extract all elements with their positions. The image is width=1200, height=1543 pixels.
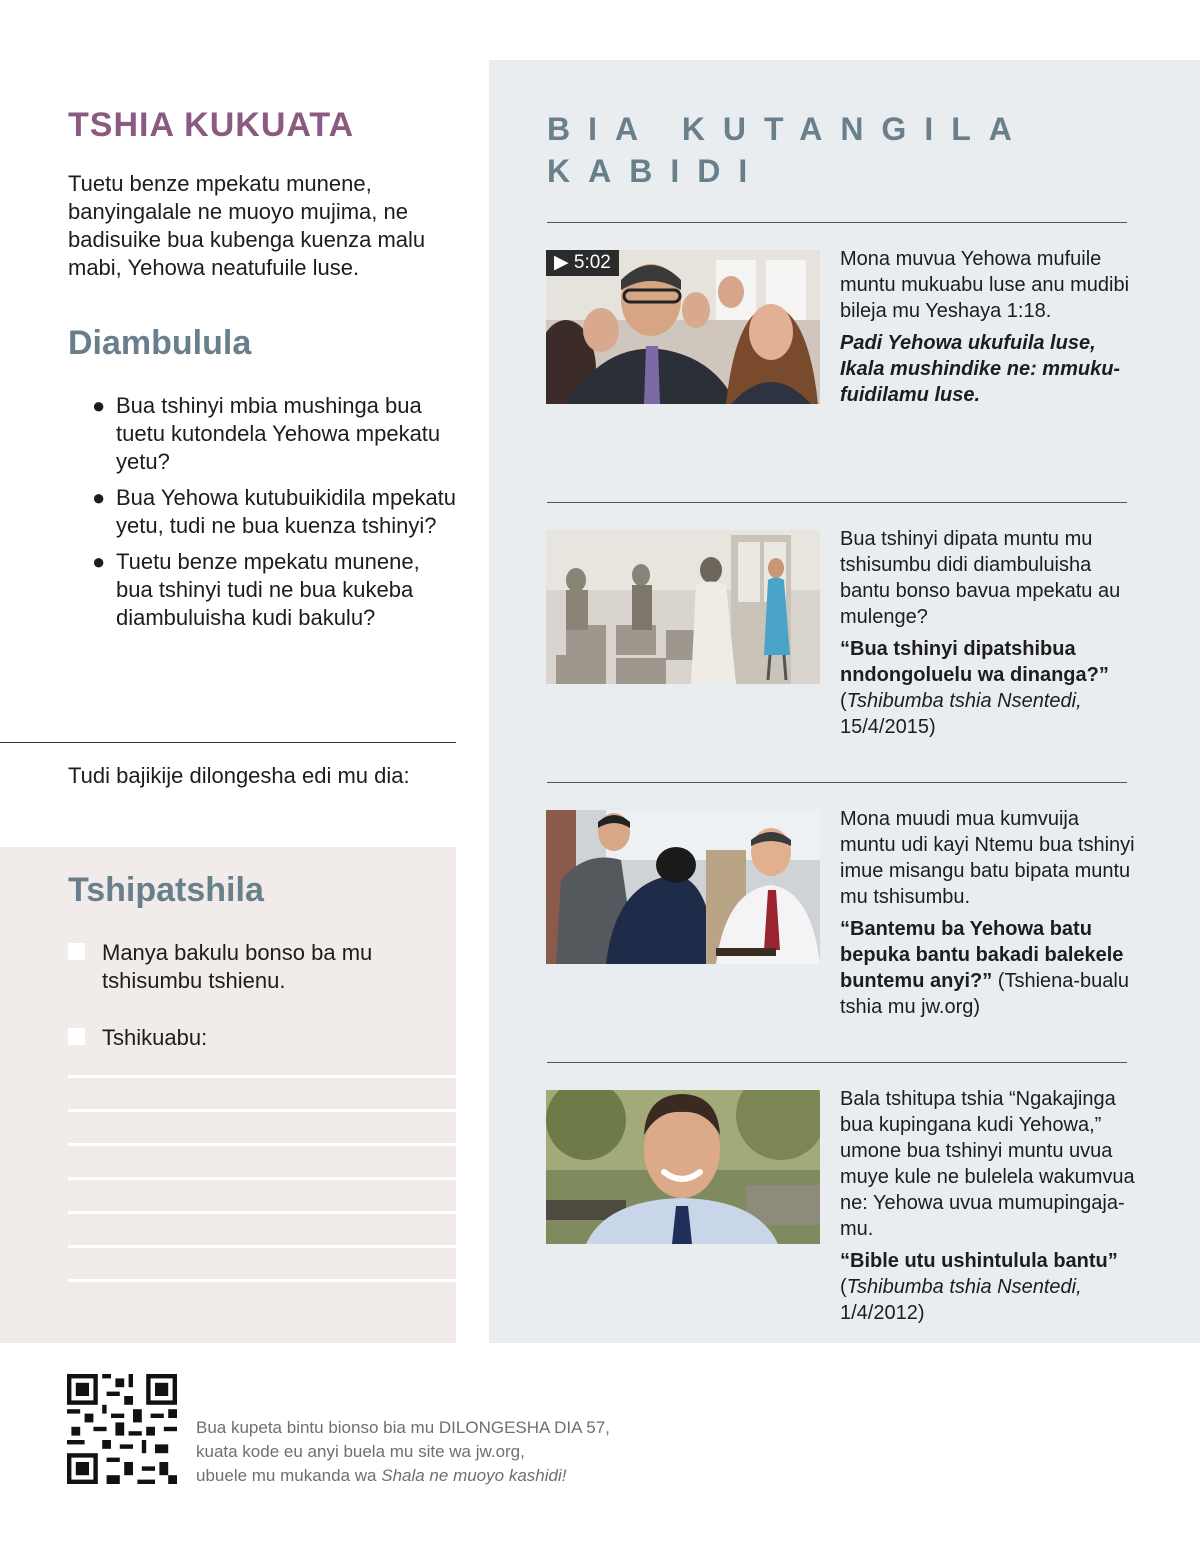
write-line[interactable] xyxy=(68,1177,456,1180)
resource-text xyxy=(840,806,1140,1020)
review-question: ● Bua tshinyi mbia mushinga bua tuetu kutondela Yehowa mpekatu yetu? xyxy=(92,393,441,474)
resource-link[interactable]: “Bua tshinyi dipatshibua nndongoluelu wa dinanga?” xyxy=(840,638,1109,686)
divider xyxy=(547,222,1127,223)
elders-meeting-image xyxy=(546,810,820,964)
exercise-title: Tshipatshila xyxy=(68,871,264,909)
photo-thumbnail xyxy=(546,810,820,964)
resource-text xyxy=(840,526,1140,746)
write-line[interactable] xyxy=(68,1143,456,1146)
footer-line: kuata kode eu anyi buela mu site wa jw.org, xyxy=(196,1442,525,1461)
footer-note xyxy=(196,1416,756,1488)
review-title: Diambulula xyxy=(68,324,252,362)
review-resources-panel xyxy=(489,60,1200,1343)
write-line[interactable] xyxy=(68,1211,456,1214)
divider xyxy=(547,782,1127,783)
book-title: Shala ne muoyo kashidi! xyxy=(381,1466,567,1485)
section-heading: TSHIA KUKUATA xyxy=(68,106,355,144)
resource-text xyxy=(840,246,1140,414)
resource-source: (Tshiena-bualu tshia mu jw.org) xyxy=(840,970,1129,1018)
write-line[interactable] xyxy=(68,1279,456,1282)
task-checkbox[interactable] xyxy=(68,1028,85,1045)
meeting-sketch-image xyxy=(546,530,820,684)
resource-source: (Tshibumba tshia Nsentedi, 15/4/2015) xyxy=(840,690,1082,738)
discussed-label: Tudi bajikije dilongesha edi mu dia: xyxy=(68,763,410,788)
resource-description: Mona muvua Yehowa mufuile muntu mukuabu luse anu mudibi bileja mu Yeshaya 1:18. xyxy=(840,248,1130,322)
bullet-icon: ● xyxy=(92,549,106,574)
footer-line: ubuele mu mukanda wa Shala ne muoyo kashidi! xyxy=(196,1466,567,1485)
resource-description: Bua tshinyi dipata muntu mu tshisumbu didi diambuluisha bantu bonso bavua mpekatu au mulenge? xyxy=(840,528,1121,628)
resource-text xyxy=(840,1086,1140,1332)
resource-source: (Tshibumba tshia Nsentedi, 1/4/2012) xyxy=(840,1276,1082,1324)
divider xyxy=(547,1062,1127,1063)
write-line[interactable] xyxy=(68,1075,456,1078)
review-question: ● Bua Yehowa kutubuikidila mpekatu yetu, tudi ne bua kuenza tshinyi? xyxy=(92,485,457,538)
video-duration-badge: ▶ 5:02 xyxy=(546,250,619,276)
qr-code-icon[interactable] xyxy=(67,1374,177,1484)
write-line[interactable] xyxy=(68,1109,456,1112)
resource-link[interactable]: “Bantemu ba Yehowa batu bepuka bantu bakadi balekele buntemu anyi?” xyxy=(840,918,1124,992)
bullet-icon: ● xyxy=(92,485,106,510)
task-label: Tshikuabu: xyxy=(102,1025,208,1050)
resources-title: BIA KUTANGILA KABIDI xyxy=(547,111,1029,189)
smiling-man-image xyxy=(546,1090,820,1244)
task-label: Manya bakulu bonso ba mu tshisumbu tshienu. xyxy=(102,940,373,993)
intro-paragraph: Tuetu benze mpekatu munene, banyingalale ne muoyo mujima, ne badisuike bua kubenga kuenza malu mabi, Yehowa neatufuile luse. xyxy=(68,171,426,280)
review-question: ● Tuetu benze mpekatu munene, bua tshinyi tudi ne bua kukeba diambuluisha kudi bakulu? xyxy=(92,549,420,630)
divider xyxy=(0,742,456,743)
bullet-icon: ● xyxy=(92,393,106,418)
footer-line: Bua kupeta bintu bionso bia mu DILONGESHA DIA 57, xyxy=(196,1418,610,1437)
resource-link[interactable]: “Bible utu ushintulula bantu” xyxy=(840,1250,1118,1272)
resource-link[interactable]: Padi Yehowa ukufuila luse, Ikala mushindike ne: mmukufuidilamu luse. xyxy=(840,332,1121,406)
exercise-panel xyxy=(0,847,456,1343)
task-checkbox[interactable] xyxy=(68,943,85,960)
photo-thumbnail xyxy=(546,1090,820,1244)
resource-description: Bala tshitupa tshia “Ngakajinga bua kupingana kudi Yehowa,” umone bua tshinyi muntu uvua muye kule ne bulelela wakumvua ne: Yehowa uvua mumupingajamu. xyxy=(840,1088,1135,1240)
resource-reference xyxy=(840,916,1140,1020)
write-line[interactable] xyxy=(68,1245,456,1248)
video-thumbnail[interactable] xyxy=(546,250,820,404)
review-questions xyxy=(92,392,458,640)
resource-description: Mona muudi mua kumvuija muntu udi kayi Ntemu bua tshinyi imue misangu batu bipata muntu mu tshisumbu. xyxy=(840,808,1135,908)
illustration-thumbnail xyxy=(546,530,820,684)
divider xyxy=(547,502,1127,503)
